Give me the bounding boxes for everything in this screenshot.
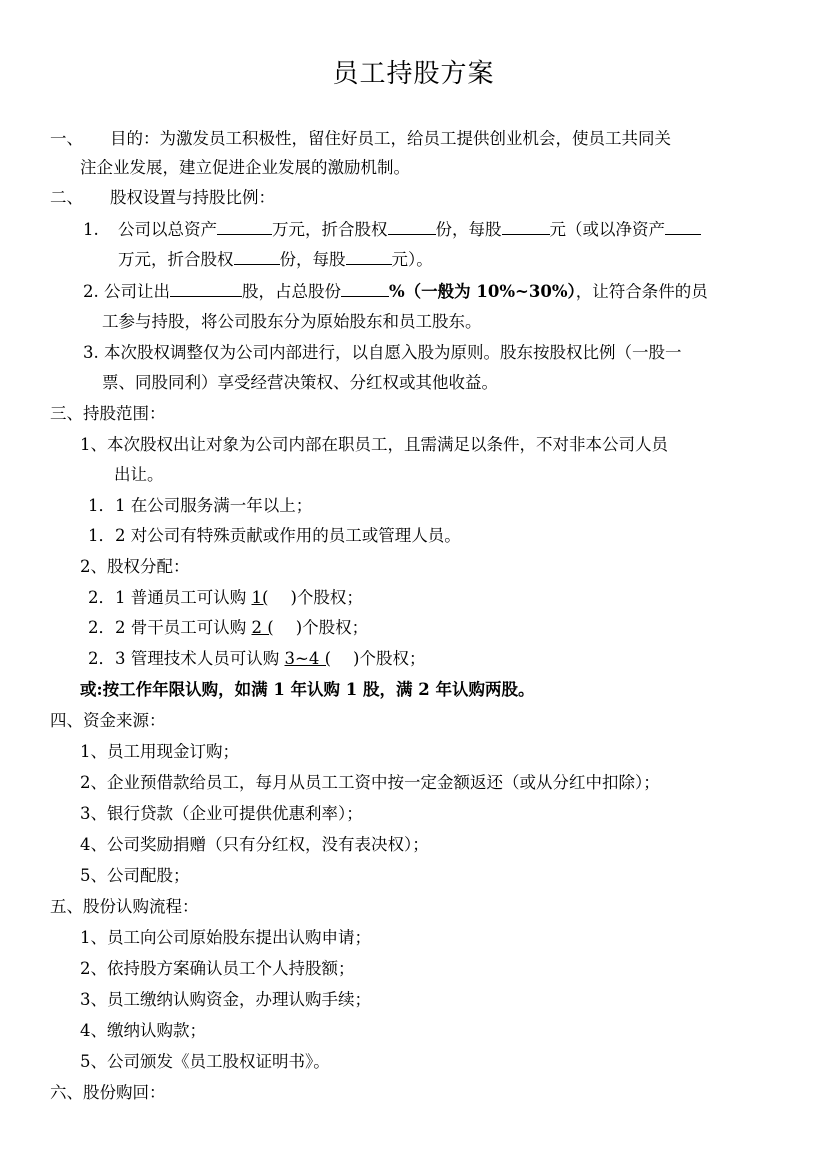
section-3-note-bold: 或:按工作年限认购，如满 1 年认购 1 股，满 2 年认购两股。 <box>80 680 535 699</box>
text-segment: 2．3 管理技术人员可认购 <box>88 649 285 668</box>
text-segment: 份，每股 <box>435 220 502 239</box>
text-segment: 2．1 普通员工可认购 <box>88 588 252 607</box>
fill-in-blank <box>234 249 280 265</box>
bold-percentage-note: %（一般为 10%~30%） <box>389 282 576 301</box>
section-2-item-1-line-2 <box>118 249 433 271</box>
section-5-item: 1、员工向公司原始股东提出认购申请； <box>80 928 371 947</box>
fill-in-blank <box>502 219 550 235</box>
text-segment: 2．2 骨干员工可认购 <box>88 618 252 637</box>
section-4-item: 1、员工用现金订购； <box>80 742 239 761</box>
section-1-number: 一、 <box>50 129 83 148</box>
section-5-heading: 五、股份认购流程： <box>50 897 199 916</box>
underlined-count: 2 ( <box>251 618 274 637</box>
section-3-item-1-2: 1．2 对公司有特殊贡献或作用的员工或管理人员。 <box>88 526 461 545</box>
text-segment: 份，每股 <box>279 250 346 269</box>
section-2-item-3-line-1: 3. 本次股权调整仅为公司内部进行，以自愿入股为原则。股东按股权比例（一股一 <box>83 343 682 362</box>
section-4-item: 2、企业预借款给员工，每月从员工工资中按一定金额返还（或从分红中扣除）； <box>80 773 660 792</box>
text-segment: )个股权； <box>353 649 426 668</box>
section-5-item: 2、依持股方案确认员工个人持股额； <box>80 959 355 978</box>
section-2-item-3-line-2: 票、同股同利）享受经营决策权、分红权或其他收益。 <box>102 373 498 392</box>
text-segment: ，让符合条件的员 <box>575 282 708 301</box>
section-3-heading: 三、持股范围： <box>50 404 166 423</box>
text-segment: 元（或以净资产 <box>549 220 665 239</box>
section-2-item-2-line-2: 工参与持股，将公司股东分为原始股东和员工股东。 <box>102 312 482 331</box>
section-4-item: 3、银行贷款（企业可提供优惠利率）； <box>80 804 363 823</box>
fill-in-blank <box>217 219 272 235</box>
text-segment: )个股权； <box>290 588 363 607</box>
document-title: 员工持股方案 <box>332 59 495 89</box>
text-segment: 万元，折合股权 <box>272 220 388 239</box>
section-3-item-1-1: 1．1 在公司服务满一年以上； <box>88 496 313 515</box>
section-2-heading: 股权设置与持股比例： <box>110 188 275 207</box>
section-4-heading: 四、资金来源： <box>50 711 166 730</box>
fill-in-blank <box>346 249 392 265</box>
section-3-item-1-line-2: 出让。 <box>114 465 164 484</box>
section-2-item-2-line-1 <box>83 281 708 303</box>
section-5-item: 5、公司颁发《员工股权证明书》。 <box>80 1052 330 1071</box>
section-3-item-2: 2、股权分配： <box>80 557 190 576</box>
section-3-item-2-3 <box>88 648 425 670</box>
text-segment: )个股权； <box>295 618 369 637</box>
section-3-item-2-2 <box>88 617 368 639</box>
text-segment: 元）。 <box>391 250 433 269</box>
fill-in-blank <box>388 219 436 235</box>
underlined-count: 3~4 ( <box>284 649 332 668</box>
section-1-line-1: 目的：为激发员工积极性，留住好员工，给员工提供创业机会，使员工共同关 <box>110 129 671 148</box>
text-segment: 万元，折合股权 <box>118 250 234 269</box>
section-4-item: 4、公司奖励捐赠（只有分红权，没有表决权）； <box>80 835 429 854</box>
fill-in-blank <box>170 281 242 297</box>
section-4-item: 5、公司配股； <box>80 866 190 885</box>
text-segment: 公司以总资产 <box>118 220 217 239</box>
fill-in-blank <box>665 219 701 235</box>
section-2-item-1-line-1 <box>118 219 701 241</box>
text-segment: 股，占总股份 <box>242 282 341 301</box>
fill-in-blank <box>341 281 389 297</box>
section-5-item: 3、员工缴纳认购资金，办理认购手续； <box>80 990 371 1009</box>
text-segment: 2. 公司让出 <box>83 282 170 301</box>
section-3-item-2-1 <box>88 587 363 609</box>
section-1-line-2: 注企业发展，建立促进企业发展的激励机制。 <box>80 158 410 177</box>
section-2-item-1-number: 1. <box>83 220 99 239</box>
section-3-item-1-line-1: 1、本次股权出让对象为公司内部在职员工，且需满足以条件，不对非本公司人员 <box>80 435 668 454</box>
section-2-number: 二、 <box>50 188 83 207</box>
section-5-item: 4、缴纳认购款； <box>80 1021 206 1040</box>
underlined-count: 1( <box>251 588 269 607</box>
section-6-heading: 六、股份购回： <box>50 1083 166 1102</box>
